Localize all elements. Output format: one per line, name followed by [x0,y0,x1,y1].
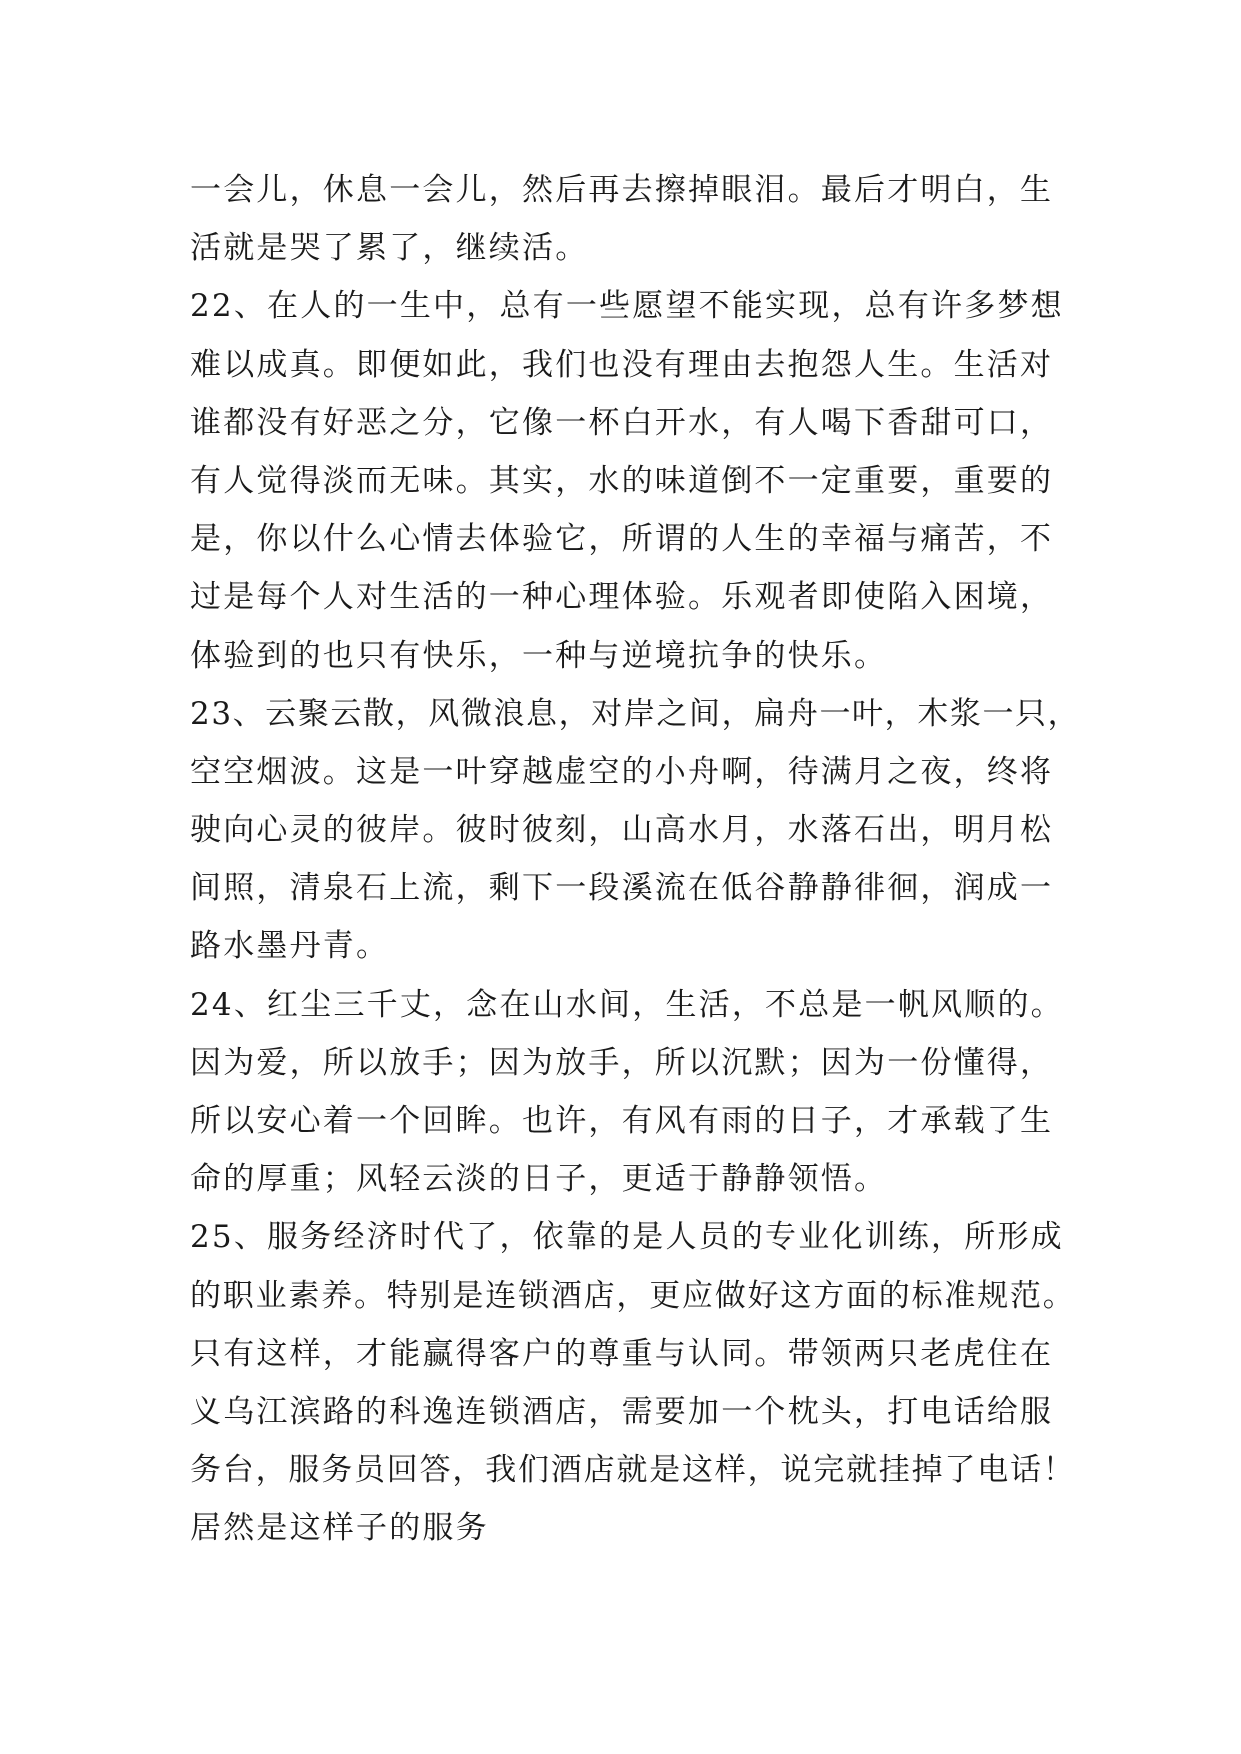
text-line-23: 务台，服务员回答，我们酒店就是这样，说完就挂掉了电话！ [190,1452,1076,1489]
text-line-4: 难以成真。即便如此，我们也没有理由去抱怨人生。生活对 [190,346,1054,383]
text-line-12: 驶向心灵的彼岸。彼时彼刻，山高水月，水落石出，明月松 [190,812,1054,849]
text-line-6: 有人觉得淡而无味。其实，水的味道倒不一定重要，重要的 [190,462,1054,499]
text-line-9: 体验到的也只有快乐，一种与逆境抗争的快乐。 [190,637,888,674]
body-text [190,161,1080,1558]
text-line-19: 25、服务经济时代了，依靠的是人员的专业化训练，所形成 [190,1219,1064,1256]
text-line-14: 路水墨丹青。 [190,928,390,965]
text-line-8: 过是每个人对生活的一种心理体验。乐观者即使陷入困境， [190,579,1054,616]
text-line-21: 只有这样，才能赢得客户的尊重与认同。带领两只老虎住在 [190,1335,1054,1372]
text-line-1: 一会儿，休息一会儿，然后再去擦掉眼泪。最后才明白，生 [190,172,1054,208]
text-line-15: 24、红尘三千丈，念在山水间，生活，不总是一帆风顺的。 [190,986,1064,1023]
text-line-11: 空空烟波。这是一叶穿越虚空的小舟啊，待满月之夜，终将 [190,753,1054,790]
text-line-24: 居然是这样子的服务 [190,1510,489,1547]
text-line-18: 命的厚重；风轻云淡的日子，更适于静静领悟。 [190,1161,888,1198]
text-line-3: 22、在人的一生中，总有一些愿望不能实现，总有许多梦想 [190,288,1064,325]
text-line-20: 的职业素养。特别是连锁酒店，更应做好这方面的标准规范。 [190,1277,1076,1314]
text-line-16: 因为爱，所以放手；因为放手，所以沉默；因为一份懂得， [190,1044,1054,1081]
text-line-5: 谁都没有好恶之分，它像一杯白开水，有人喝下香甜可口， [190,404,1054,441]
text-line-2: 活就是哭了累了，继续活。 [190,230,589,267]
text-line-10: 23、云聚云散，风微浪息，对岸之间，扁舟一叶，木浆一只， [190,695,1081,732]
text-line-13: 间照，清泉石上流，剩下一段溪流在低谷静静徘徊，润成一 [190,870,1054,907]
text-line-17: 所以安心着一个回眸。也许，有风有雨的日子，才承载了生 [190,1103,1054,1139]
text-line-22: 义乌江滨路的科逸连锁酒店，需要加一个枕头，打电话给服 [190,1393,1054,1430]
text-line-7: 是，你以什么心情去体验它，所谓的人生的幸福与痛苦，不 [190,521,1054,558]
